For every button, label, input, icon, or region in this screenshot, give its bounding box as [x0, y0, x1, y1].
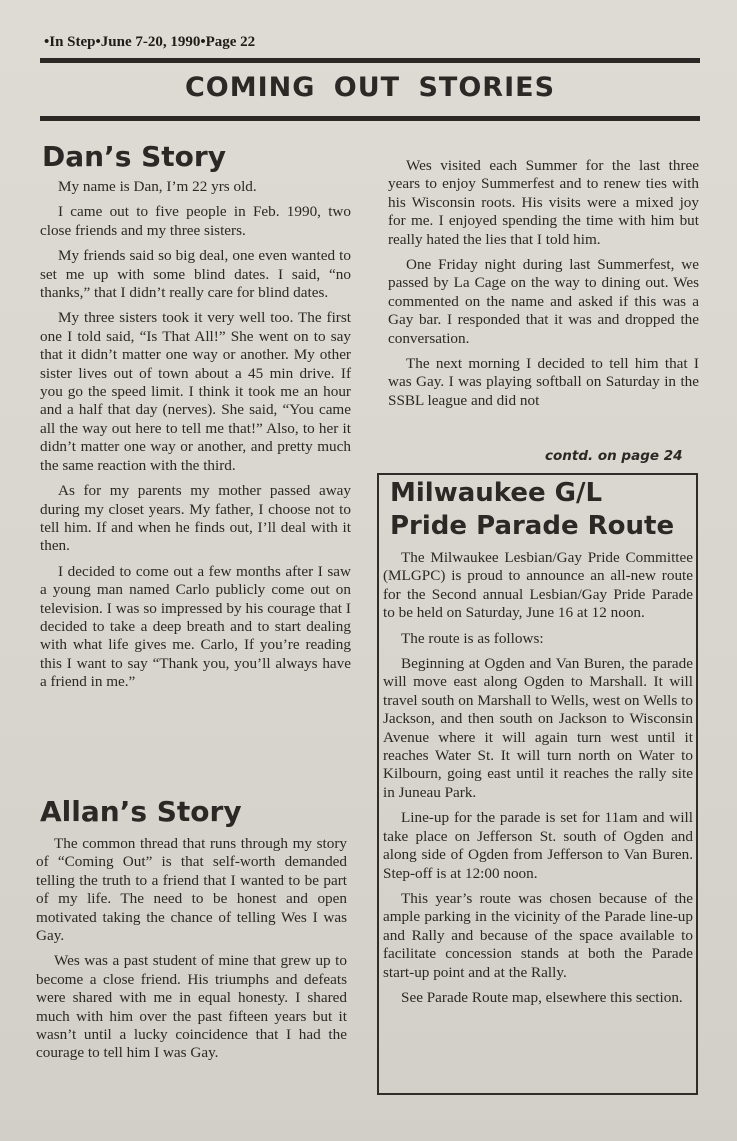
- dan-story-title: Dan’s Story: [42, 140, 226, 173]
- allan-paragraph: The common thread that runs through my story of “Coming Out” is that self-worth demanded telling the truth to a friend that I wanted to be part of my life. The need to be honest and open motivated taking the chance of telling Wes I was Gay.: [36, 835, 347, 945]
- allan-cont-paragraph: Wes visited each Summer for the last three years to enjoy Summerfest and to renew ties with his Wisconsin roots. His visits were a mixed joy for me. I enjoyed spending the time with him but really hated the lies that I told him.: [388, 157, 699, 248]
- allan-cont-paragraph: The next morning I decided to tell him that I was Gay. I was playing softball on Saturday in the SSBL league and did not: [388, 355, 699, 409]
- dan-paragraph: My name is Dan, I’m 22 yrs old.: [58, 178, 257, 195]
- allan-cont-paragraph: One Friday night during last Summerfest, we passed by La Cage on the way to dining out. Wes commented on the name and asked if this was a Gay bar. I responded that it was and dropped the conversation.: [388, 256, 699, 347]
- top-rule: [40, 58, 700, 63]
- allan-paragraph: Wes was a past student of mine that grew up to become a close friend. His triumphs and defeats were shared with me in equal honesty. I shared much with him over the past fifteen years but it wasn’t until a lucky coincidence that I had the courage to tell him I was Gay.: [36, 952, 347, 1062]
- dan-paragraph: As for my parents my mother passed away during my closet years. My father, I choose not to tell him. If and when he finds out, I’ll deal with it then.: [40, 482, 351, 555]
- parade-paragraph: Beginning at Ogden and Van Buren, the parade will move east along Ogden to Marshall. It will travel south on Marshall to Wells, west on Wells to Jackson, and then south on Jackson to Wisconsin Avenue where it will again turn west until it reaches Water St. It will turn north on Water to Kilbourn, going east until it reaches the rally site in Juneau Park.: [383, 655, 693, 801]
- parade-paragraph: This year’s route was chosen because of the ample parking in the vicinity of the Parade line-up and Rally and because of the space available to facilitate concession stands at both the Parade start-up point and at the Rally.: [383, 889, 693, 981]
- allan-story-continued: [388, 157, 699, 417]
- parade-paragraph: See Parade Route map, elsewhere this section.: [401, 988, 683, 1006]
- parade-title-line-2: Pride Parade Route: [390, 511, 675, 541]
- parade-title-line-1: Milwaukee G/L: [390, 478, 603, 508]
- dan-paragraph: My friends said so big deal, one even wanted to set me up with some blind dates. I said, “no thanks,” that I didn’t really care for blind dates.: [40, 247, 351, 302]
- dan-story-body: [40, 178, 351, 699]
- parade-paragraph: Line-up for the parade is set for 11am and will take place on Jefferson St. south of Ogden and along side of Ogden from Jefferson to Van Buren. Step-off is at 12:00 noon.: [383, 809, 693, 882]
- section-title: COMING OUT STORIES: [184, 72, 556, 103]
- parade-paragraph: The Milwaukee Lesbian/Gay Pride Committee (MLGPC) is proud to announce an all-new route for the Second annual Lesbian/Gay Pride Parade to be held on Saturday, June 16 at 12 noon.: [383, 549, 693, 622]
- dan-paragraph: My three sisters took it very well too. The first one I told said, “Is That All!” She went on to say that it didn’t matter one way or another. My other sister lives out of town about a 45 min drive. If you go the speed limit. I think it took me an hour and a half that day (nerves). She said, “You came all the way out here to tell me that!” Also, to her it didn’t matter one way or another, and pretty much the same reaction with the third.: [40, 309, 351, 474]
- allan-story-body: [36, 835, 347, 1070]
- title-bottom-rule: [40, 116, 700, 121]
- parade-paragraph: The route is as follows:: [401, 629, 544, 647]
- running-head: •In Step•June 7-20, 1990•Page 22: [44, 34, 256, 50]
- parade-body: [383, 549, 693, 1014]
- allan-story-title: Allan’s Story: [40, 795, 242, 828]
- dan-paragraph: I decided to come out a few months after I saw a young man named Carlo publicly come out on television. I was so impressed by his courage that I decided to take a deep breath and to start dealing with what life gives me. Carlo, If you’re reading this I want to say “Thank you, you’ll always have a friend in me.”: [40, 562, 351, 691]
- continued-on-page-24: contd. on page 24: [545, 448, 683, 464]
- dan-paragraph: I came out to five people in Feb. 1990, two close friends and my three sisters.: [40, 203, 351, 239]
- parade-box-title: [390, 477, 690, 543]
